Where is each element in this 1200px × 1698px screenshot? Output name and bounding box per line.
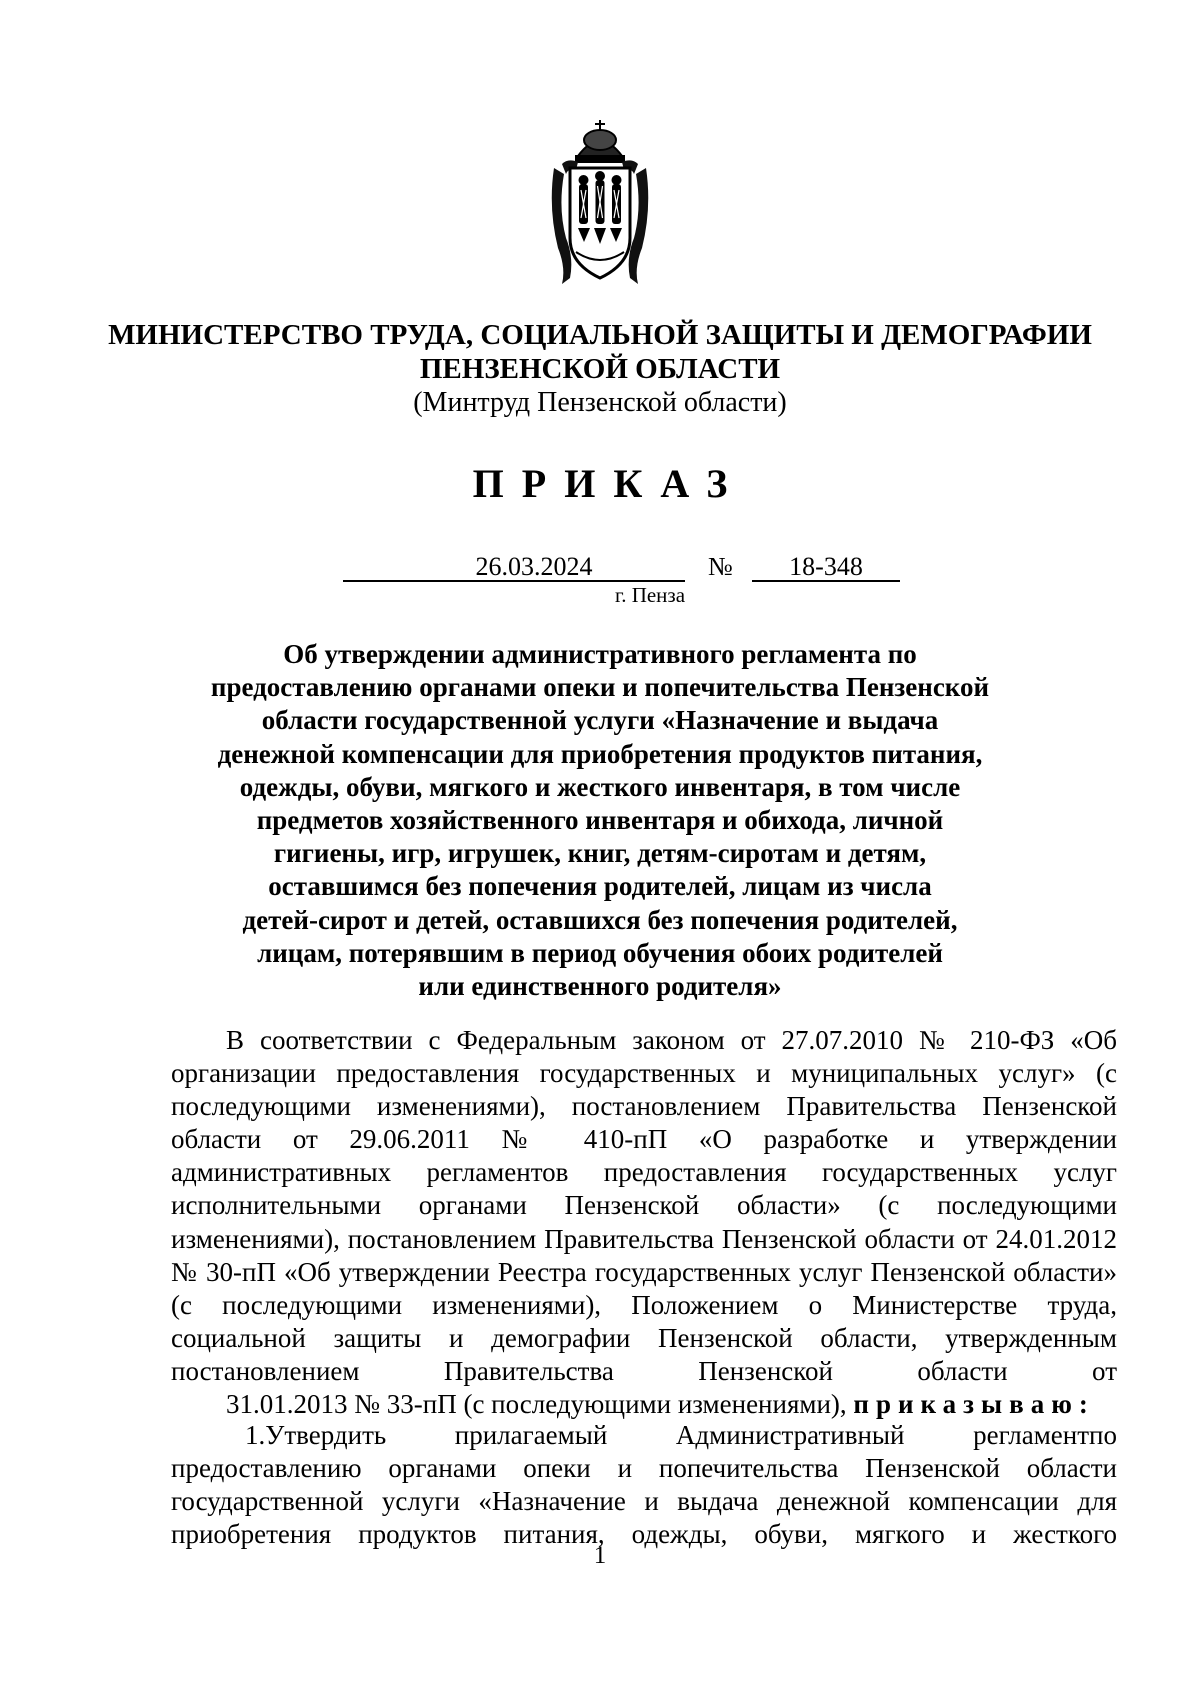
subject-line: предметов хозяйственного инвентаря и обихода, личной	[256, 805, 944, 836]
subject-line: лицам, потерявшим в период обучения обоих родителей	[257, 937, 943, 968]
subject-line: одежды, обуви, мягкого и жесткого инвентаря, в том числе	[239, 771, 961, 802]
subject-line: гигиены, игр, игрушек, книг, детям-сиротам и детям,	[273, 838, 927, 869]
decree-word: приказываю:	[853, 1389, 1095, 1420]
paragraph-last-line	[171, 1388, 1117, 1421]
body-paragraph-2: 1.Утвердить прилагаемый Административный регламентпо предоставлению органами опеки и попечительства Пензенской области государственной услуги «Назначение и выдача денежной компенсации для приобретения продуктов питания, одежды, обуви, мягкого и жесткого	[171, 1420, 1117, 1550]
subject-line: или единственного родителя»	[418, 971, 782, 1002]
number-sign: №	[708, 552, 733, 581]
order-title: ПРИКАЗ	[472, 461, 746, 506]
subject-line: денежной компенсации для приобретения продуктов питания,	[217, 738, 983, 769]
paragraph-text: В соответствии с Федеральным законом от 27.07.2010 № 210-ФЗ «Об организации предоставления государственных и муниципальных услуг» (с последующими изменениями), постановлением Правительства Пензенской области от 29.06.2011 № 410-пП «О разработке и утверждении административных регламентов предоставления государственных услуг исполнительными органами Пензенской области» (с последующими изменениями), постановлением Правительства Пензенской области от 24.01.2012 № 30-пП «Об утверждении Реестра государственных услуг Пензенской области» (с последующими изменениями), Положением о Министерстве труда, социальной защиты и демографии Пензенской области, утвержденным постановлением Правительства Пензенской области от	[171, 1025, 1117, 1386]
page-number: 1	[593, 1542, 607, 1569]
ministry-short-name: (Минтруд Пензенской области)	[413, 387, 787, 418]
ministry-name-line2: ПЕНЗЕНСКОЙ ОБЛАСТИ	[419, 353, 781, 385]
order-date: 26.03.2024	[343, 552, 685, 582]
subject-line: детей-сирот и детей, оставшихся без попечения родителей,	[242, 904, 958, 935]
subject-line: Об утверждении административного регламента по	[283, 639, 917, 669]
order-number: 18-348	[752, 552, 900, 582]
body-paragraph-1	[171, 1024, 1117, 1421]
subject-line: области государственной услуги «Назначение и выдача	[261, 705, 939, 736]
subject-line: предоставлению органами опеки и попечительства Пензенской	[210, 672, 990, 703]
paragraph-last-text: 31.01.2013 № 33-пП (с последующими изменениями),	[226, 1389, 847, 1420]
subject-line: оставшимся без попечения родителей, лицам из числа	[268, 871, 932, 902]
order-city: г. Пенза	[614, 583, 686, 607]
coat-of-arms-icon	[548, 118, 652, 290]
order-subject	[150, 638, 1050, 1003]
ministry-name-line1: МИНИСТЕРСТВО ТРУДА, СОЦИАЛЬНОЙ ЗАЩИТЫ И ДЕМОГРАФИИ	[108, 319, 1092, 351]
